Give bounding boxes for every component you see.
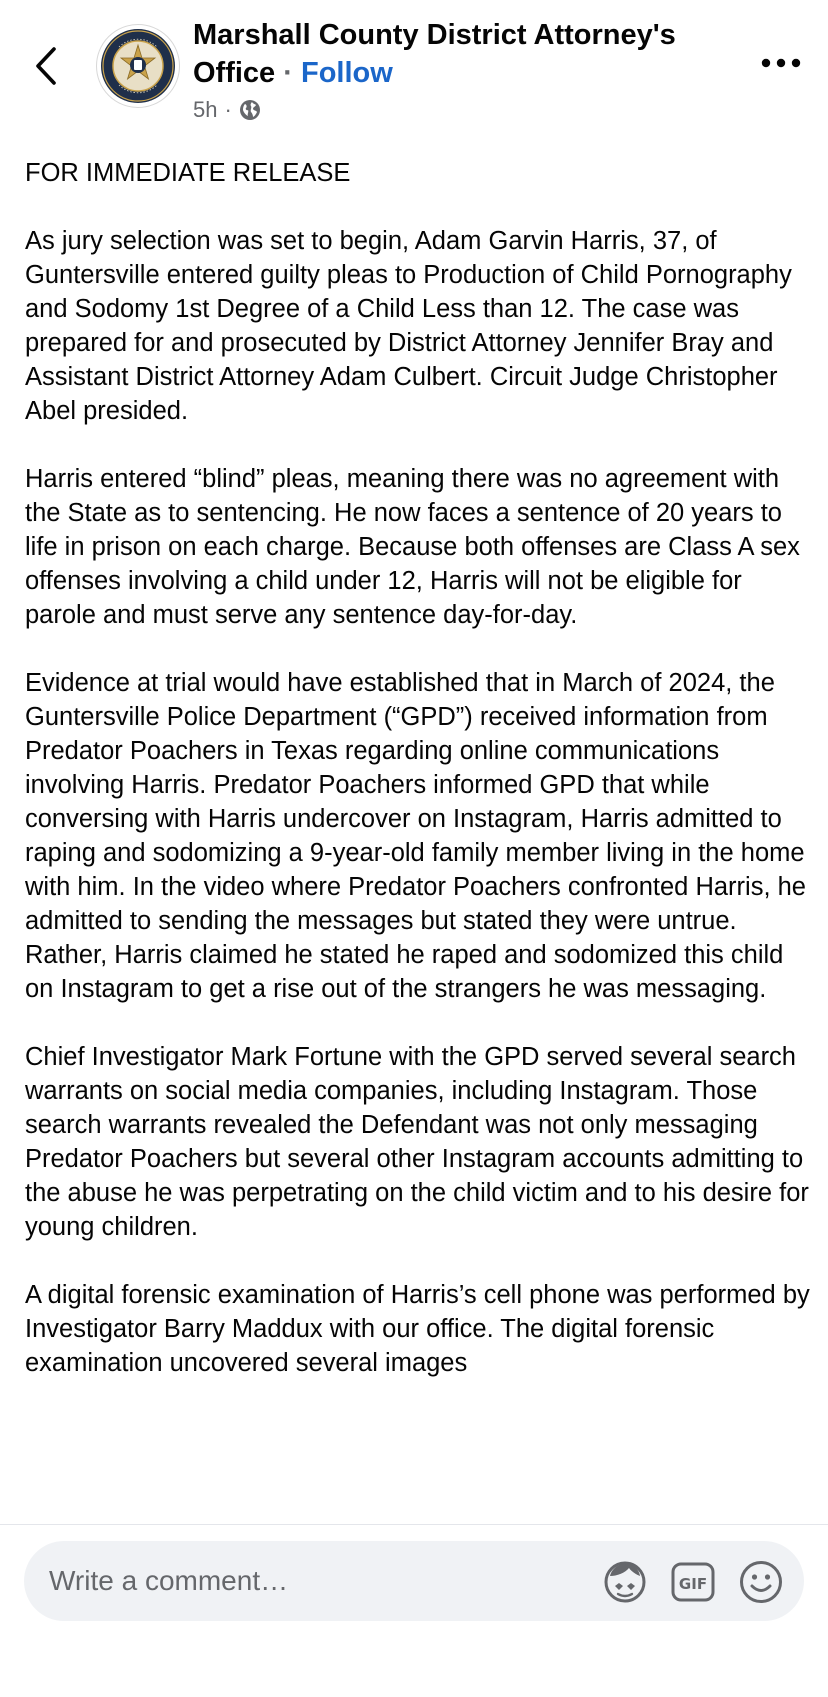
page-name-line1[interactable]: Marshall County District Attorney's: [193, 19, 676, 51]
title-separator: ·: [283, 57, 293, 89]
more-options-button[interactable]: [756, 46, 806, 80]
smiley-icon: [738, 1559, 784, 1605]
chevron-left-icon: [33, 46, 59, 86]
comment-bar: [0, 1524, 828, 1697]
post-meta: [193, 96, 261, 124]
meta-separator: ·: [224, 97, 232, 122]
page-name[interactable]: [193, 16, 713, 92]
avatar-sticker-icon: [602, 1559, 648, 1605]
globe-icon: [239, 99, 261, 121]
gif-button[interactable]: [668, 1557, 718, 1607]
follow-button[interactable]: Follow: [300, 57, 393, 89]
more-horizontal-icon: [761, 58, 801, 68]
post-paragraph: A digital forensic examination of Harris’s cell phone was performed by Investigator Barry Maddux with our office. The digital forensic examination uncovered several images: [25, 1281, 810, 1377]
post-time[interactable]: 5h: [193, 97, 218, 122]
post-paragraph: Evidence at trial would have established that in March of 2024, the Guntersville Police Department (“GPD”) received information from Predator Poachers in Texas regarding online communications involving Harris. Predator Poachers informed GPD that while conversing with Harris undercover on Instagram, Harris admitted to raping and sodomizing a 9-year-old family member living in the home with him. In the video where Predator Poachers confronted Harris, he admitted to sending the messages but stated they were untrue. Rather, Harris claimed he stated he raped and sodomized this child on Instagram to get a rise out of the strangers he was messaging.: [25, 669, 806, 1003]
gif-label: GIF: [678, 1575, 708, 1593]
avatar-sticker-button[interactable]: [600, 1557, 650, 1607]
post-paragraph: As jury selection was set to begin, Adam Garvin Harris, 37, of Guntersville entered guilty pleas to Production of Child Pornography and Sodomy 1st Degree of a Child Less than 12. The case was prepared for and prosecuted by District Attorney Jennifer Bray and Assistant District Attorney Adam Culbert. Circuit Judge Christopher Abel presided.: [25, 227, 792, 425]
back-button[interactable]: [26, 40, 66, 92]
page-avatar[interactable]: [96, 24, 180, 108]
post-paragraph: Chief Investigator Mark Fortune with the GPD served several search warrants on social media companies, including Instagram. Those search warrants revealed the Defendant was not only messaging Predator Poachers but several other Instagram accounts admitting to the abuse he was perpetrating on the child victim and to his desire for young children.: [25, 1043, 809, 1241]
district-attorney-seal-logo: [97, 25, 179, 107]
page-name-line2[interactable]: Office: [193, 57, 276, 89]
emoji-button[interactable]: [736, 1557, 786, 1607]
post-text: [25, 156, 815, 1414]
comment-input[interactable]: [24, 1541, 804, 1621]
post-paragraph: FOR IMMEDIATE RELEASE: [25, 159, 351, 187]
post-paragraph: Harris entered “blind” pleas, meaning there was no agreement with the State as to sentencing. He now faces a sentence of 20 years to life in prison on each charge. Because both offenses are Class A sex offenses involving a child under 12, Harris will not be eligible for parole and must serve any sentence day-for-day.: [25, 465, 800, 629]
gif-icon: [671, 1562, 715, 1602]
post-header: [0, 0, 828, 140]
comment-placeholder[interactable]: Write a comment…: [49, 1565, 289, 1596]
